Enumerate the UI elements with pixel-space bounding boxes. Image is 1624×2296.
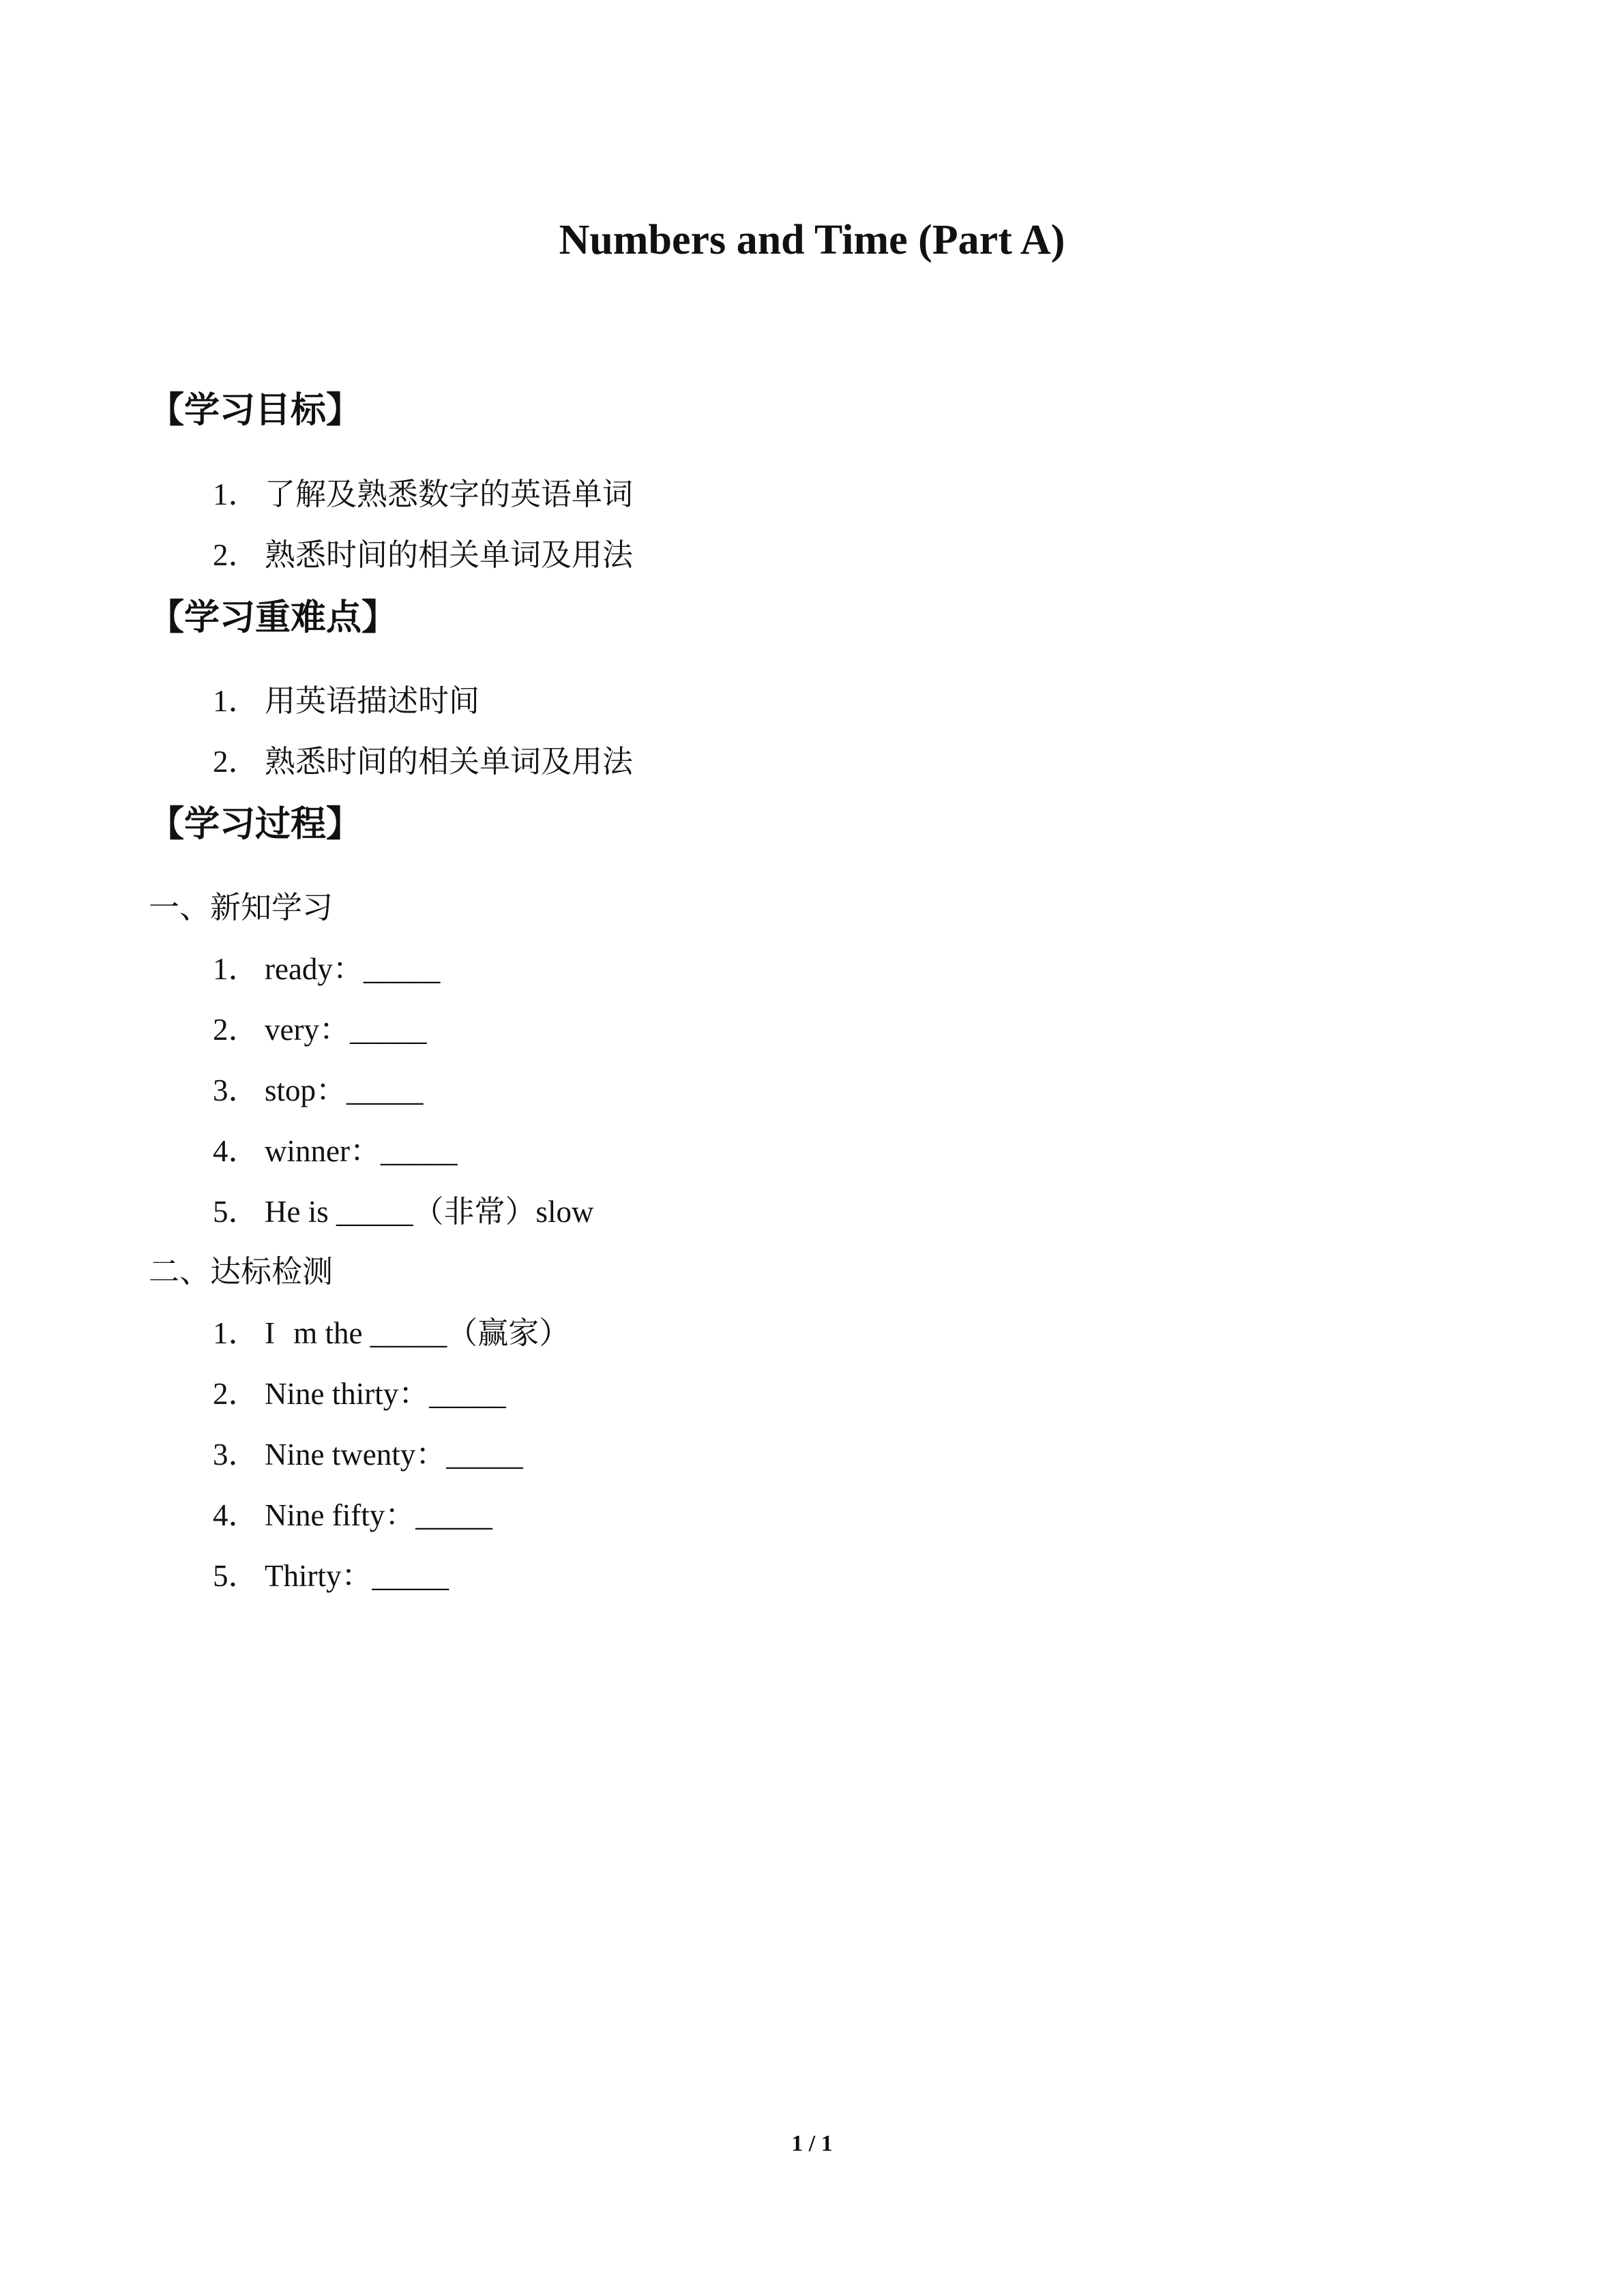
goal-item	[213, 535, 633, 576]
section-heading-process: 【学习过程】	[149, 804, 362, 845]
subsection-label-new-knowledge: 一、新知学习	[149, 889, 334, 925]
item-number: 3．	[213, 1073, 259, 1107]
item-text: 了解及熟悉数字的英语单词	[265, 476, 634, 512]
item-text: ready：_____	[265, 952, 441, 986]
item-text: Nine fifty：_____	[265, 1498, 492, 1532]
exercise-item	[213, 1191, 594, 1232]
subsection-label-assessment: 二、达标检测	[149, 1253, 334, 1289]
item-number: 2．	[213, 745, 259, 779]
item-text: Thirty：_____	[265, 1559, 449, 1593]
item-number: 2．	[213, 1013, 259, 1047]
exercise-item	[213, 1070, 424, 1111]
item-text: winner：_____	[265, 1134, 458, 1168]
exercise-item	[213, 1555, 449, 1596]
item-text: Im the _____（赢家）	[265, 1316, 570, 1350]
item-text: Nine thirty：_____	[265, 1377, 506, 1411]
document-title: Numbers and Time (Part A)	[559, 217, 1065, 263]
item-number: 5．	[213, 1195, 259, 1229]
item-text: very：_____	[265, 1013, 427, 1047]
item-number: 2．	[213, 538, 259, 572]
item-number: 1．	[213, 684, 259, 718]
key-point-item	[213, 741, 633, 782]
item-number: 1．	[213, 952, 259, 986]
goal-item	[213, 474, 633, 515]
section-heading-goals: 【学习目标】	[149, 390, 362, 431]
item-text: He is _____（非常）slow	[265, 1195, 594, 1229]
item-number: 4．	[213, 1134, 259, 1168]
exercise-item	[213, 949, 440, 989]
exercise-item	[213, 1373, 506, 1414]
item-number: 3．	[213, 1437, 259, 1472]
item-text: stop：_____	[265, 1073, 424, 1107]
item-number: 1．	[213, 477, 259, 511]
exercise-item	[213, 1495, 492, 1536]
item-number: 1．	[213, 1316, 259, 1350]
section-heading-key-points: 【学习重难点】	[149, 597, 398, 638]
exercise-item	[213, 1009, 426, 1050]
item-number: 2．	[213, 1377, 259, 1411]
exercise-item	[213, 1131, 457, 1172]
item-text: 熟悉时间的相关单词及用法	[265, 537, 634, 573]
key-point-item	[213, 681, 479, 721]
exercise-item	[213, 1313, 570, 1354]
item-number: 4．	[213, 1498, 259, 1532]
item-text: 熟悉时间的相关单词及用法	[265, 743, 634, 779]
item-number: 5．	[213, 1559, 259, 1593]
item-text: 用英语描述时间	[265, 683, 480, 719]
page-number: 1 / 1	[791, 2131, 833, 2156]
exercise-item	[213, 1434, 523, 1475]
item-text: Nine twenty：_____	[265, 1437, 523, 1472]
